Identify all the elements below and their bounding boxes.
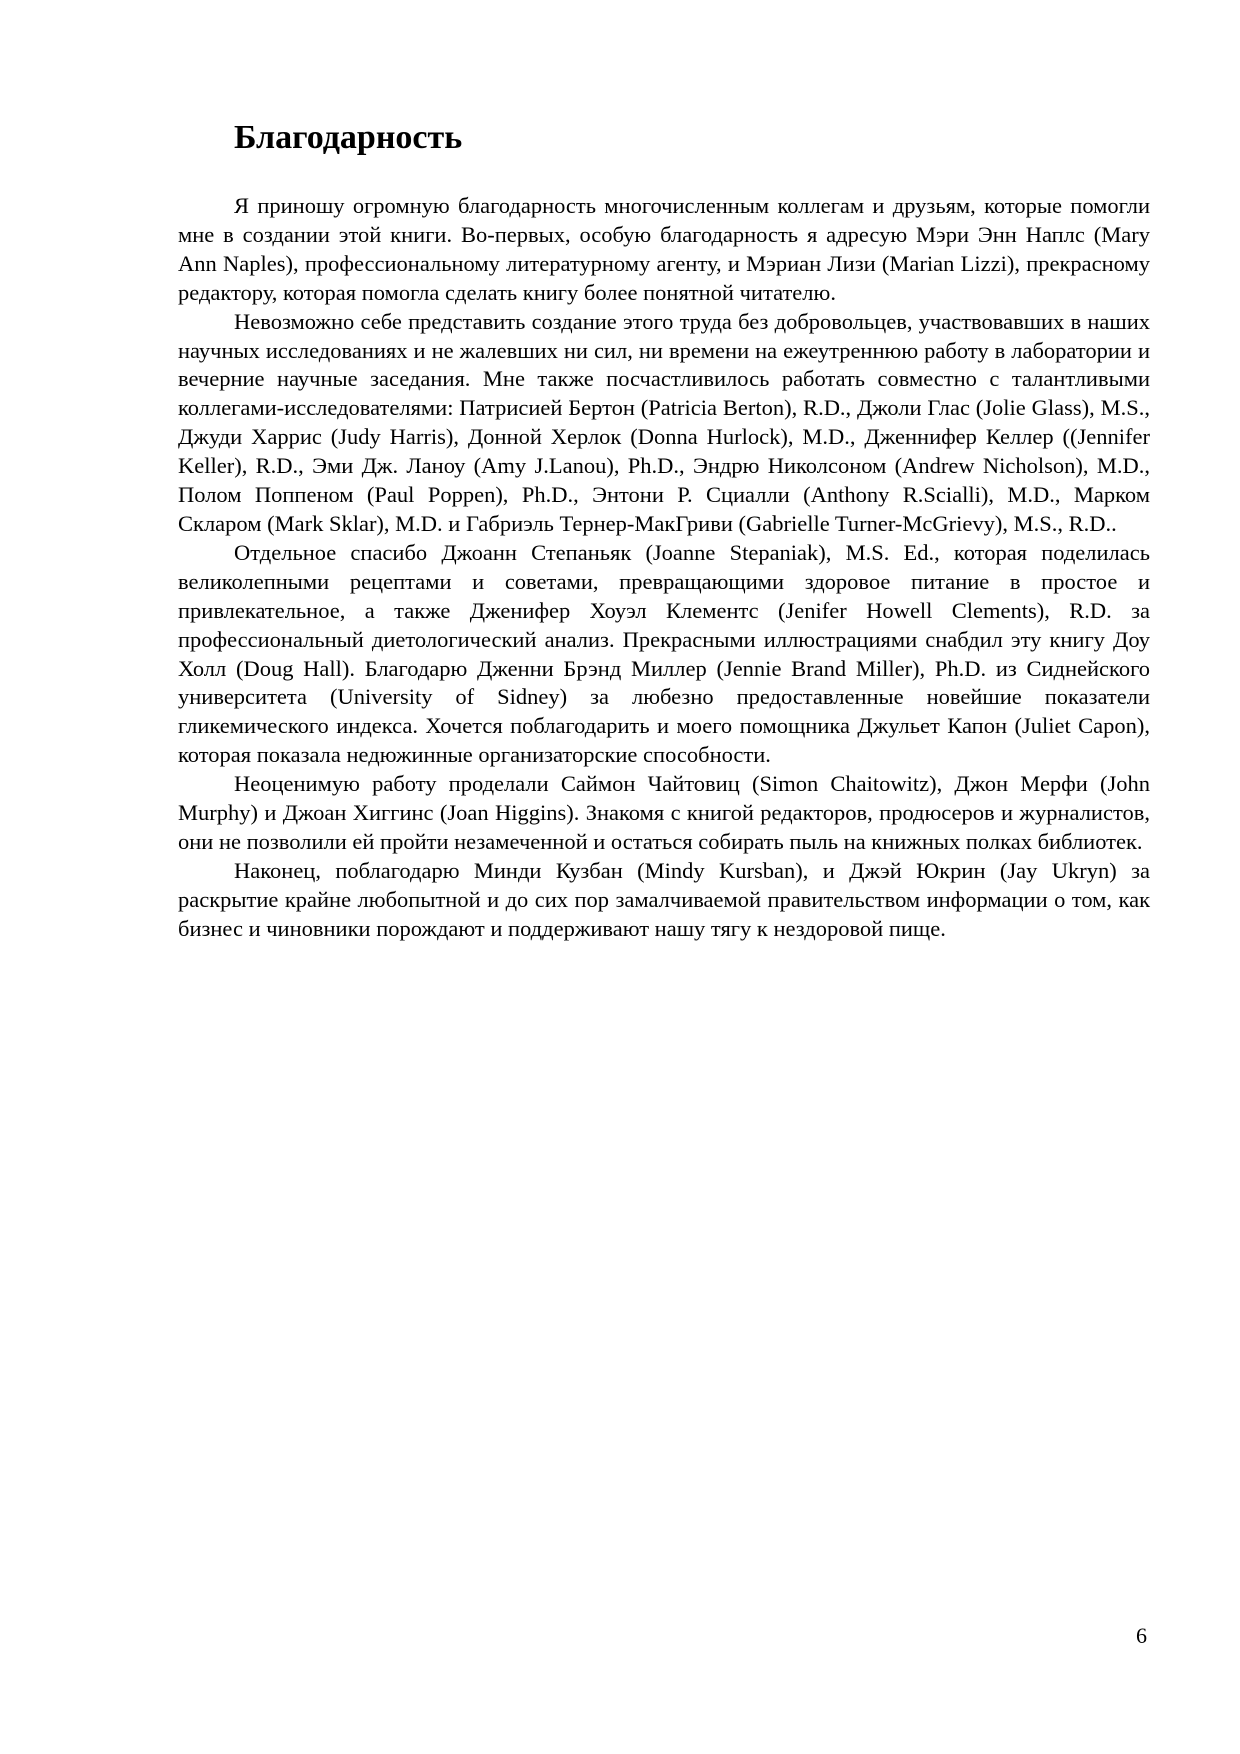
paragraph-1: Я приношу огромную благодарность многочисленным коллегам и друзьям, которые помогли мне в создании этой книги. Во-первых, особую благодарность я адресую Мэри Энн Наплс (Mary Ann Naples), профессиональному литературному агенту, и Мэриан Лизи (Marian Lizzi), прекрасному редактору, которая помогла сделать книгу более понятной читателю. — [178, 193, 1150, 305]
page-number: 6 — [1136, 1623, 1147, 1648]
paragraph-3: Отдельное спасибо Джоанн Степаньяк (Joanne Stepaniak), M.S. Ed., которая поделилась великолепными рецептами и советами, превращающими здоровое питание в простое и привлекательное, а также Дженифер Хоуэл Клементс (Jenifer Howell Clements), R.D. за профессиональный диетологический анализ. Прекрасными иллюстрациями снабдил эту книгу Доу Холл (Doug Hall). Благодарю Дженни Брэнд Миллер (Jennie Brand Miller), Ph.D. из Сиднейского университета (University of Sidney) за любезно предоставленные новейшие показатели гликемического индекса. Хочется поблагодарить и моего помощника Джульет Капон (Juliet Capon), которая показала недюжинные организаторские способности. — [178, 539, 1150, 768]
paragraph-2: Невозможно себе представить создание этого труда без добровольцев, участвовавших в наших научных исследованиях и не жалевших ни сил, ни времени на ежеутреннюю работу в лаборатории и вечерние научные заседания. Мне также посчастливилось работать совместно с талантливыми коллегами-исследователями: Патрисией Бертон (Patricia Berton), R.D., Джоли Глас (Jolie Glass), M.S., Джуди Харрис (Judy Harris), Донной Херлок (Donna Hurlock), M.D., Дженнифер Келлер ((Jennifer Keller), R.D., Эми Дж. Ланоу (Amy J.Lanou), Ph.D., Эндрю Николсоном (Andrew Nicholson), M.D., Полом Поппеном (Paul Poppen), Ph.D., Энтони Р. Сциалли (Anthony R.Scialli), M.D., Марком Скларом (Mark Sklar), M.D. и Габриэль Тернер-МакГриви (Gabrielle Turner-McGrievy), M.S., R.D.. — [178, 308, 1150, 536]
page-title: Благодарность — [234, 119, 463, 156]
paragraph-5: Наконец, поблагодарю Минди Кузбан (Mindy Kursban), и Джэй Юкрин (Jay Ukryn) за раскрытие крайне любопытной и до сих пор замалчиваемой правительством информации о том, как бизнес и чиновники порождают и поддерживают нашу тягу к нездоровой пище. — [178, 857, 1150, 941]
paragraph-4: Неоценимую работу проделали Саймон Чайтовиц (Simon Chaitowitz), Джон Мерфи (John Murphy) и Джоан Хиггинс (Joan Higgins). Знакомя с книгой редакторов, продюсеров и журналистов, они не позволили ей пройти незамеченной и остаться собирать пыль на книжных полках библиотек. — [178, 771, 1150, 854]
document-body — [178, 192, 1150, 944]
